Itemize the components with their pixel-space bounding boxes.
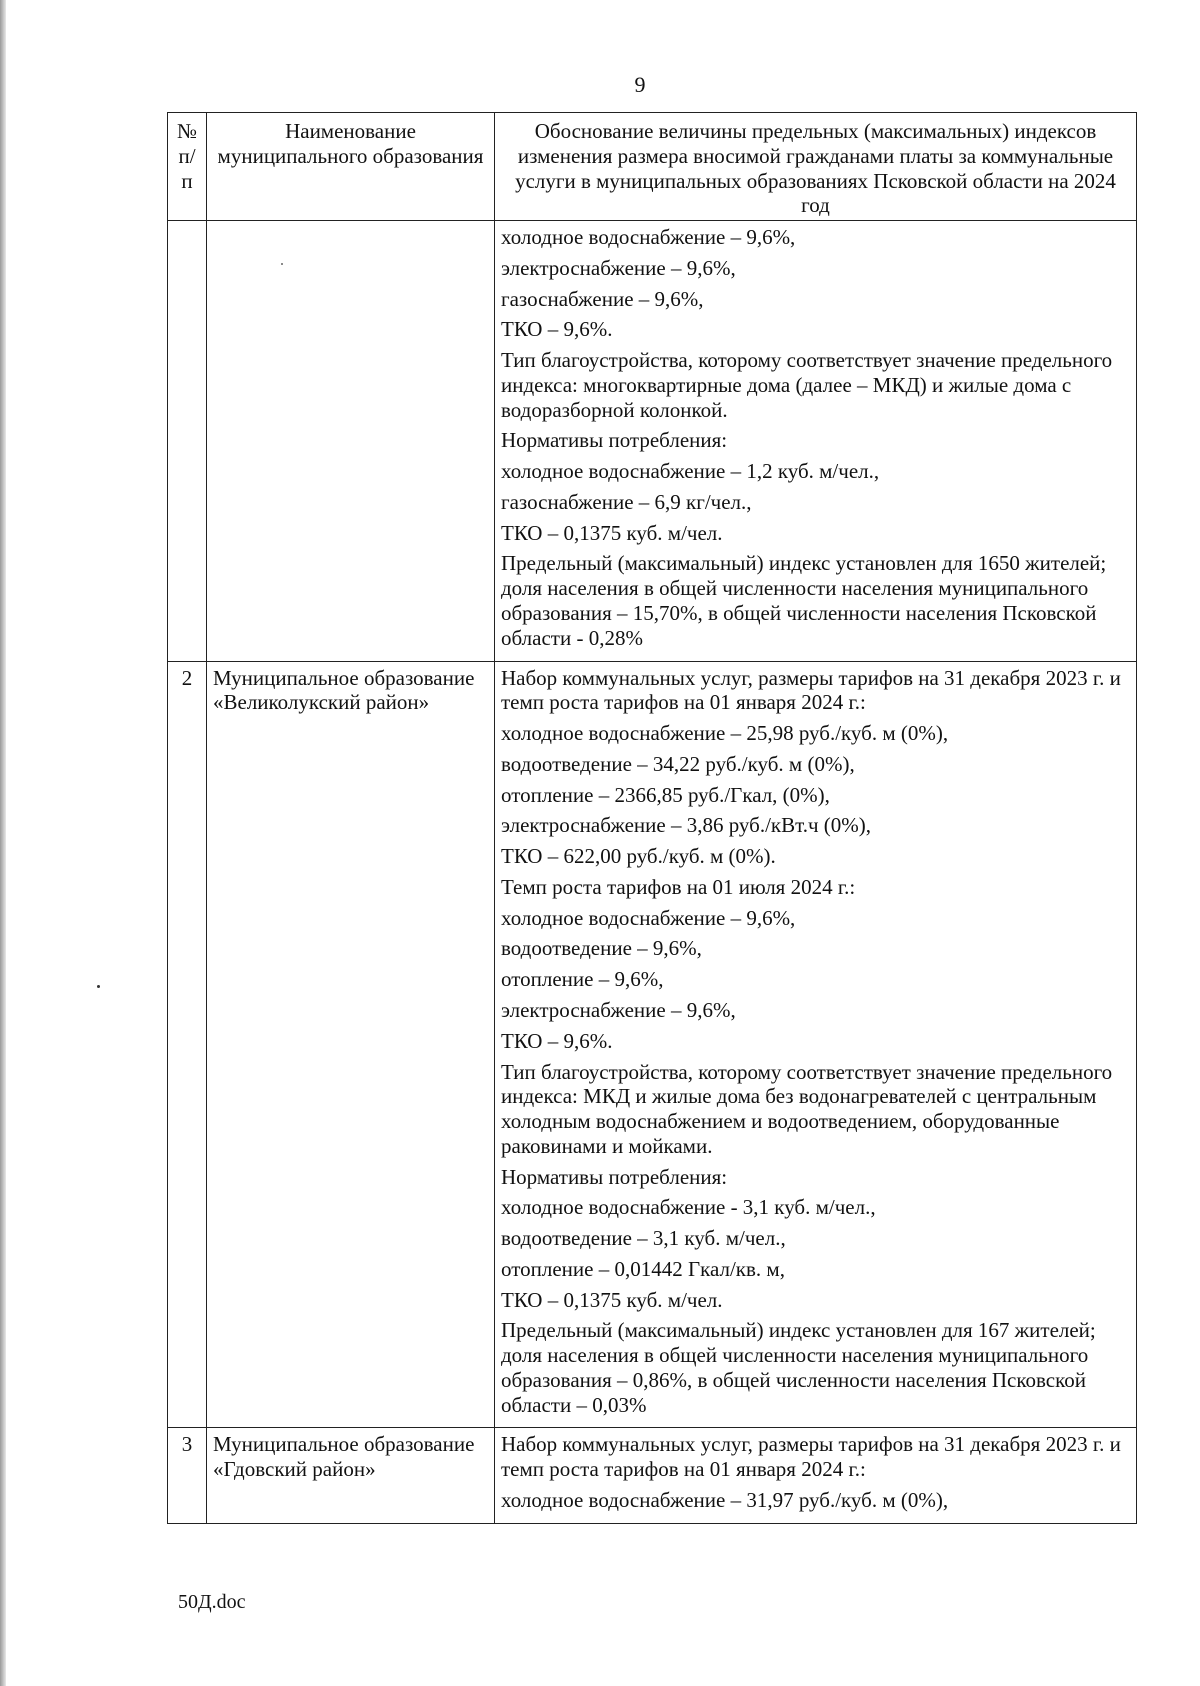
- justification-line: водоотведение – 9,6%,: [501, 936, 702, 961]
- justification-line: ТКО – 9,6%.: [501, 317, 613, 342]
- justification-line: отопление – 9,6%,: [501, 967, 664, 992]
- justification-line: электроснабжение – 9,6%,: [501, 997, 736, 1022]
- justification-line: газоснабжение – 9,6%,: [501, 286, 704, 311]
- justification-line: холодное водоснабжение – 9,6%,: [501, 905, 796, 930]
- justification-line: отопление – 2366,85 руб./Гкал, (0%),: [501, 782, 830, 807]
- table-row: [168, 661, 1137, 1428]
- justification-line: холодное водоснабжение – 25,98 руб./куб. м (0%),: [501, 721, 949, 746]
- justification-line: Нормативы потребления:: [501, 1164, 728, 1189]
- justification-line: Тип благоустройства, которому соответствует значение предельного индекса: МКД и жилые дома без водонагревателей с центральным холодным водоснабжением и водоотведением, оборудованные раковинами и мойками.: [501, 1059, 1113, 1158]
- justification-line: Нормативы потребления:: [501, 428, 728, 453]
- row-number: [168, 221, 207, 661]
- municipality-name: Муниципальное образование «Великолукский район»: [207, 661, 495, 1428]
- municipality-name: [207, 221, 495, 661]
- justification-line: водоотведение – 34,22 руб./куб. м (0%),: [501, 751, 855, 776]
- header-justification: Обоснование величины предельных (максимальных) индексов изменения размера вносимой гражданами платы за коммунальные услуги в муниципальных образованиях Псковской области на 2024 год: [495, 113, 1137, 221]
- justification-line: Набор коммунальных услуг, размеры тарифов на 31 декабря 2023 г. и темп роста тарифов на 01 января 2024 г.:: [501, 1432, 1121, 1482]
- justification-cell: [495, 1428, 1137, 1523]
- justification-line: электроснабжение – 9,6%,: [501, 255, 736, 280]
- header-num: № п/п: [168, 113, 207, 221]
- justification-line: Тип благоустройства, которому соответствует значение предельного индекса: многоквартирные дома (далее – МКД) и жилые дома с водоразборной колонкой.: [501, 348, 1113, 422]
- justification-line: холодное водоснабжение – 1,2 куб. м/чел.,: [501, 459, 880, 484]
- justification-line: Набор коммунальных услуг, размеры тарифов на 31 декабря 2023 г. и темп роста тарифов на 01 января 2024 г.:: [501, 665, 1121, 715]
- justification-line: ТКО – 0,1375 куб. м/чел.: [501, 1287, 723, 1312]
- justification-line: водоотведение – 3,1 куб. м/чел.,: [501, 1226, 786, 1251]
- justification-line: Предельный (максимальный) индекс установлен для 167 жителей; доля населения в общей численности населения муниципального образования – 0,86%, в общей численности населения Псковской области – 0,03%: [501, 1318, 1096, 1417]
- justification-line: ТКО – 622,00 руб./куб. м (0%).: [501, 844, 776, 869]
- justification-cell: [495, 221, 1137, 661]
- justification-line: холодное водоснабжение - 3,1 куб. м/чел.,: [501, 1195, 876, 1220]
- table-body: [168, 221, 1137, 1524]
- table-header-row: [168, 113, 1137, 221]
- footer-filename: 50Д.doc: [178, 1591, 246, 1613]
- justification-line: отопление – 0,01442 Гкал/кв. м,: [501, 1256, 785, 1281]
- justification-cell: [495, 661, 1137, 1428]
- scan-speck: [97, 985, 100, 988]
- justification-line: холодное водоснабжение – 31,97 руб./куб. м (0%),: [501, 1487, 949, 1512]
- tariff-table: [167, 112, 1137, 1524]
- page-number: 9: [634, 72, 646, 97]
- justification-line: Предельный (максимальный) индекс установлен для 1650 жителей; доля населения в общей численности населения муниципального образования – 15,70%, в общей численности населения Псковской области - 0,28%: [501, 551, 1107, 650]
- row-number: 2: [168, 661, 207, 1428]
- scan-edge: [0, 0, 6, 1686]
- justification-line: Темп роста тарифов на 01 июля 2024 г.:: [501, 874, 856, 899]
- justification-line: ТКО – 0,1375 куб. м/чел.: [501, 520, 723, 545]
- row-number: 3: [168, 1428, 207, 1523]
- justification-line: холодное водоснабжение – 9,6%,: [501, 225, 796, 250]
- table-row: [168, 221, 1137, 661]
- justification-line: газоснабжение – 6,9 кг/чел.,: [501, 489, 752, 514]
- municipality-name: Муниципальное образование «Гдовский район»: [207, 1428, 495, 1523]
- justification-line: электроснабжение – 3,86 руб./кВт.ч (0%),: [501, 813, 872, 838]
- header-name: Наименование муниципального образования: [207, 113, 495, 221]
- table-row: [168, 1428, 1137, 1523]
- justification-line: ТКО – 9,6%.: [501, 1028, 613, 1053]
